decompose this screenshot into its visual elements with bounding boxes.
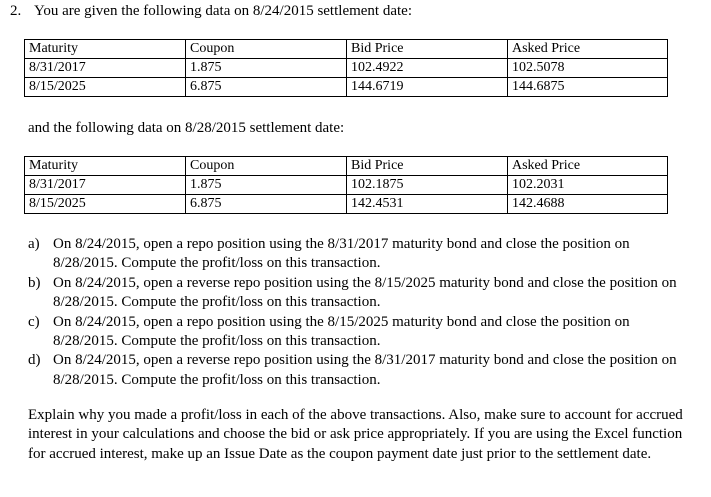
header-maturity: Maturity — [25, 40, 186, 59]
header-asked-price: Asked Price — [508, 40, 668, 59]
cell-asked-price: 142.4688 — [508, 195, 668, 214]
closing-paragraph: Explain why you made a profit/loss in each of the above transactions. Also, make sure to account for accrued interest in your calculations and choose the bid or ask price appropriately. If you are using the Excel function for accrued interest, make up an Issue Date as the coupon payment date just prior to the settlement date. — [28, 407, 683, 462]
cell-coupon: 6.875 — [186, 195, 347, 214]
question-parts-list — [28, 235, 688, 390]
header-bid-price: Bid Price — [347, 157, 508, 176]
cell-maturity: 8/31/2017 — [25, 59, 186, 78]
price-table-8-24-2015 — [24, 39, 668, 97]
part-text: On 8/24/2015, open a reverse repo position using the 8/31/2017 maturity bond and close the position on 8/28/2015. Compute the profit/loss on this transaction. — [53, 352, 677, 388]
part-text: On 8/24/2015, open a repo position using the 8/31/2017 maturity bond and close the position on 8/28/2015. Compute the profit/loss on this transaction. — [53, 236, 630, 272]
cell-maturity: 8/15/2025 — [25, 78, 186, 97]
price-table-8-28-2015 — [24, 156, 668, 214]
header-coupon: Coupon — [186, 40, 347, 59]
list-item — [28, 351, 688, 390]
header-maturity: Maturity — [25, 157, 186, 176]
cell-asked-price: 102.5078 — [508, 59, 668, 78]
question-number: 2. — [10, 3, 22, 19]
table-row — [25, 176, 668, 195]
list-item — [28, 274, 688, 313]
cell-asked-price: 102.2031 — [508, 176, 668, 195]
table-row — [25, 195, 668, 214]
question-intro — [10, 2, 412, 20]
cell-bid-price: 144.6719 — [347, 78, 508, 97]
cell-bid-price: 142.4531 — [347, 195, 508, 214]
header-bid-price: Bid Price — [347, 40, 508, 59]
part-text: On 8/24/2015, open a reverse repo position using the 8/15/2025 maturity bond and close the position on 8/28/2015. Compute the profit/loss on this transaction. — [53, 274, 677, 311]
list-item — [28, 313, 688, 352]
part-label: b) — [28, 274, 41, 291]
cell-coupon: 6.875 — [186, 78, 347, 97]
intro-text-1: You are given the following data on 8/24/2015 settlement date: — [34, 3, 412, 19]
cell-bid-price: 102.4922 — [347, 59, 508, 78]
part-label: d) — [28, 352, 41, 369]
header-coupon: Coupon — [186, 157, 347, 176]
part-label: c) — [28, 313, 40, 330]
part-label: a) — [28, 236, 40, 252]
cell-maturity: 8/15/2025 — [25, 195, 186, 214]
cell-coupon: 1.875 — [186, 59, 347, 78]
list-item — [28, 235, 688, 274]
table-header-row — [25, 157, 668, 176]
header-asked-price: Asked Price — [508, 157, 668, 176]
cell-asked-price: 144.6875 — [508, 78, 668, 97]
cell-bid-price: 102.1875 — [347, 176, 508, 195]
table-row — [25, 59, 668, 78]
intro-text-2: and the following data on 8/28/2015 settlement date: — [28, 120, 345, 136]
cell-coupon: 1.875 — [186, 176, 347, 195]
table-row — [25, 78, 668, 97]
part-text: On 8/24/2015, open a repo position using the 8/15/2025 maturity bond and close the position on 8/28/2015. Compute the profit/loss on this transaction. — [53, 313, 630, 350]
table-header-row — [25, 40, 668, 59]
cell-maturity: 8/31/2017 — [25, 176, 186, 195]
